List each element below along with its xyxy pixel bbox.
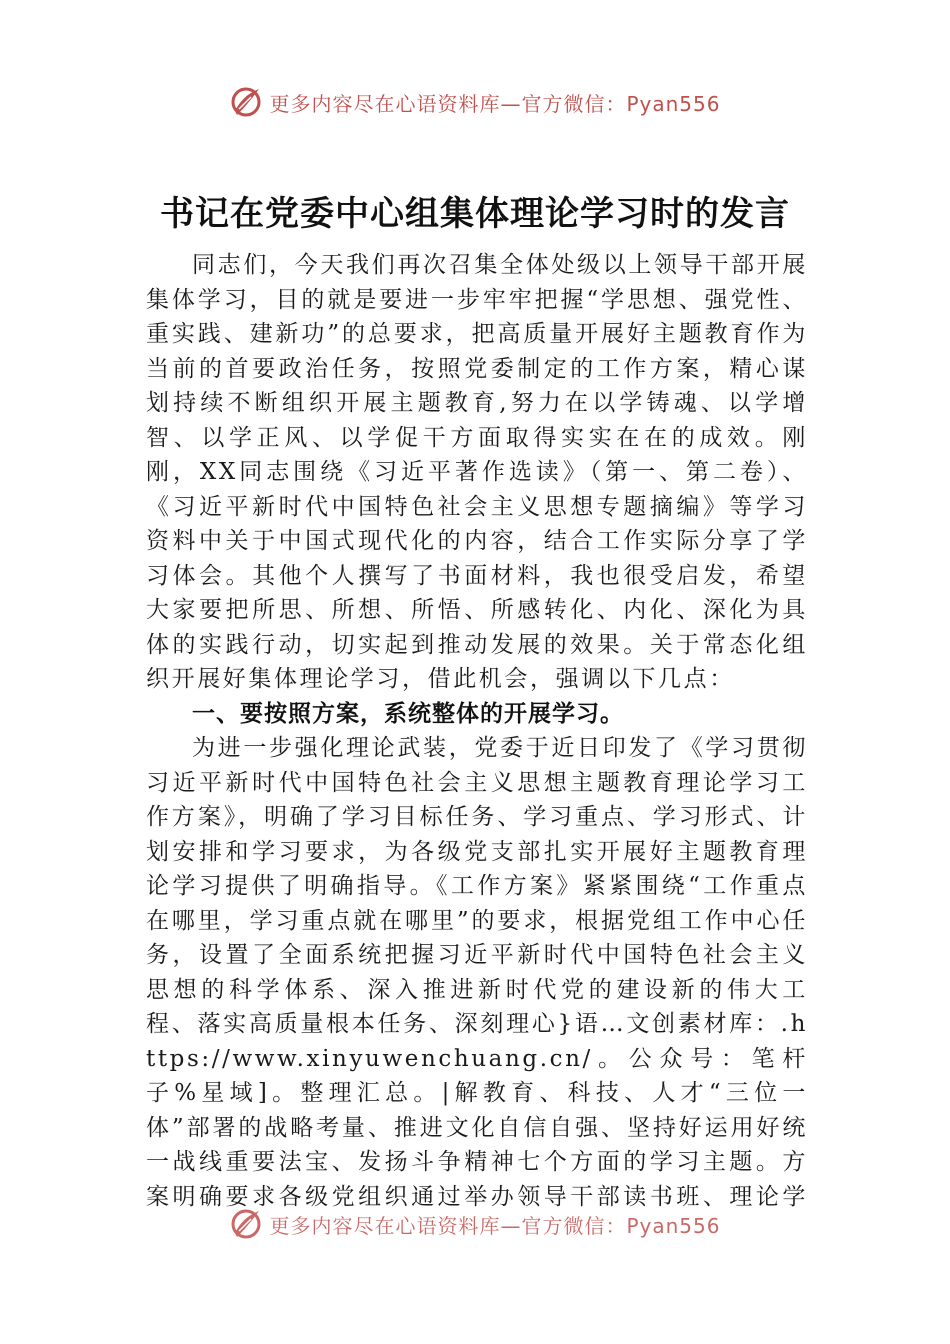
watermark-text: 更多内容尽在心语资料库—官方微信：Pyan556	[269, 91, 721, 116]
document-title: 书记在党委中心组集体理论学习时的发言	[160, 194, 790, 234]
writing-logo-icon	[229, 1207, 263, 1241]
writing-logo-icon	[229, 85, 263, 119]
watermark-text: 更多内容尽在心语资料库—官方微信：Pyan556	[269, 1213, 721, 1238]
section-heading-1: 一、要按照方案，系统整体的开展学习。	[192, 700, 624, 727]
document-body	[146, 248, 808, 1212]
paragraph-section-1: 为进一步强化理论武装，党委于近日印发了《学习贯彻习近平新时代中国特色社会主义思想主题教育理论学习工作方案》，明确了学习目标任务、学习重点、学习形式、计划安排和学习要求，为各级党支部扎实开展好主题教育理论学习提供了明确指导。《工作方案》紧紧围绕“工作重点在哪里，学习重点就在哪里”的要求，根据党组工作中心任务，设置了全面系统把握习近平新时代中国特色社会主义思想的科学体系、深入推进新时代党的建设新的伟大工程、落实高质量根本任务、深刻理心}语…文创素材库：.https://www.xinyuwenchuang.cn/。公众号：笔杆子%星域]。整理汇总。|解教育、科技、人才“三位一体”部署的战略考量、推进文化自信自强、坚持好运用好统一战线重要法宝、发扬斗争精神七个方面的学习主题。方案明确要求各级党组织通过举办领导干部读书班、理论学	[146, 735, 808, 1210]
watermark-banner-bottom	[0, 1204, 950, 1244]
paragraph-opening: 同志们，今天我们再次召集全体处级以上领导干部开展集体学习，目的就是要进一步牢牢把握“学思想、强党性、重实践、建新功”的总要求，把高质量开展好主题教育作为当前的首要政治任务，按照党委制定的工作方案，精心谋划持续不断组织开展主题教育,努力在以学铸魂、以学增智、以学正风、以学促干方面取得实实在在的成效。刚刚，XX同志围绕《习近平著作选读》（第一、第二卷）、《习近平新时代中国特色社会主义思想专题摘编》等学习资料中关于中国式现代化的内容，结合工作实际分享了学习体会。其他个人撰写了书面材料，我也很受启发，希望大家要把所思、所想、所悟、所感转化、内化、深化为具体的实践行动，切实起到推动发展的效果。关于常态化组织开展好集体理论学习，借此机会，强调以下几点：	[146, 252, 808, 692]
watermark-banner-top	[0, 82, 950, 122]
